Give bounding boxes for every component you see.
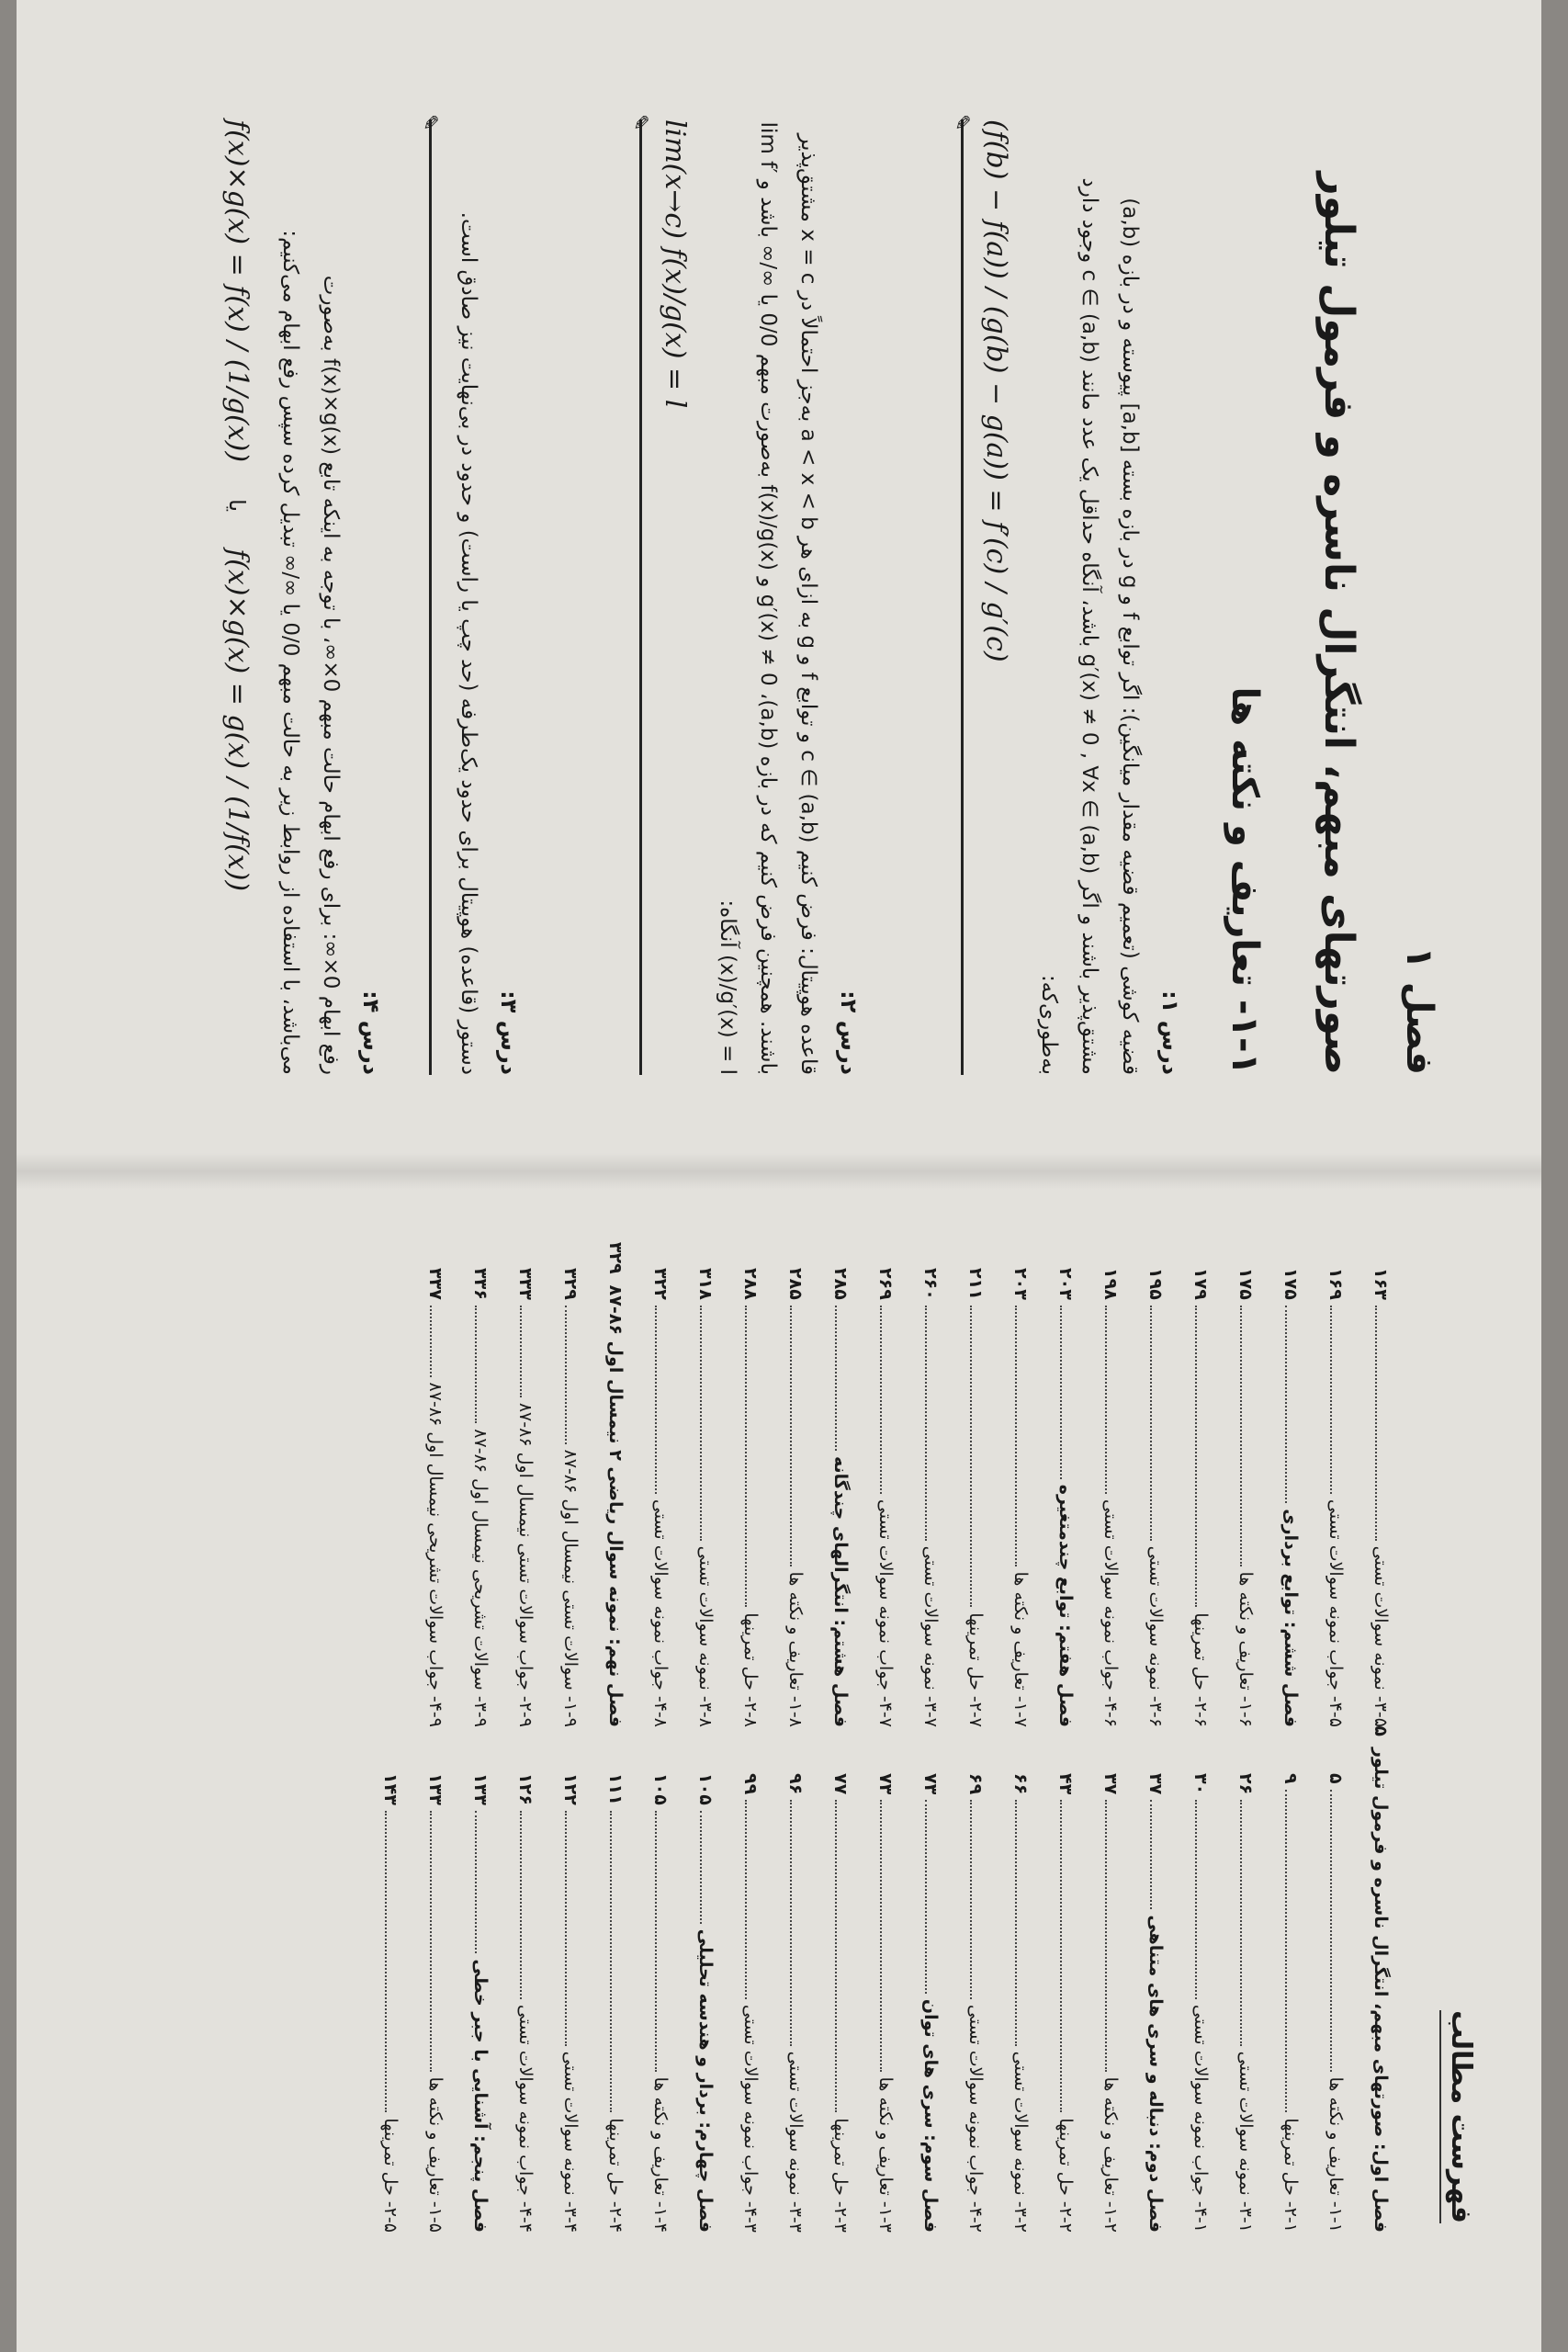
toc-entry — [863, 1773, 908, 2233]
toc-dot-leader — [1061, 1306, 1072, 1479]
toc-page-number: ۳۳۷ — [425, 1268, 446, 1300]
toc-page-number: ۳۲۹ — [560, 1268, 581, 1300]
toc-column-1 — [368, 1725, 1404, 2233]
toc-page-number: ۳۷ — [1100, 1773, 1122, 1795]
toc-dot-leader — [1376, 1306, 1387, 1541]
toc-chapter-entry — [1043, 1268, 1089, 1727]
toc-entry-title: ۴-۸- جواب نمونه سوالات تستی — [650, 1498, 671, 1727]
toc-dot-leader — [431, 1811, 442, 2072]
toc-dot-leader — [926, 1800, 937, 1994]
divider — [950, 114, 973, 1075]
toc-entry-title: ۲-۹- جواب سوالات تستی نیمسال اول ۸۶-۸۷ — [515, 1402, 536, 1727]
pen-icon: ✎ — [950, 114, 973, 131]
toc-entry — [548, 1268, 593, 1727]
toc-entry-title: ۳-۹- سوالات تشریحی نیمسال اول ۸۶-۸۷ — [470, 1429, 491, 1727]
toc-entry-title: ۳-۲- نمونه سوالات تستی — [1010, 2051, 1032, 2233]
toc-page-number: ۱۹۵ — [1145, 1268, 1167, 1300]
toc-dot-leader — [971, 1800, 982, 1999]
toc-dot-leader — [1196, 1306, 1207, 1608]
toc-entry — [818, 1773, 863, 2233]
toc-entry-title: ۱-۴- تعاریف و نکته ها — [650, 2076, 671, 2233]
toc-entry-title: ۲-۵- حل تمرینها — [380, 2118, 401, 2233]
toc-entry — [953, 1773, 998, 2233]
toc-dot-leader — [791, 1306, 802, 1566]
product-formula-b: f(x)×g(x) = g(x) / (1/f(x)) — [221, 548, 254, 892]
toc-entry — [1134, 1268, 1179, 1727]
lesson-1 — [950, 114, 1183, 1075]
toc-dot-leader — [1331, 1790, 1342, 2072]
toc-entry-title: ۴-۴- جواب نمونه سوالات تستی — [515, 2004, 536, 2233]
toc-entry-title: فصل پنجم: آشنایی با جبر خطی — [470, 1959, 491, 2233]
toc-entry-title: ۴-۵- جواب نمونه سوالات تستی — [1325, 1498, 1347, 1727]
toc-entry-title: ۳-۶- نمونه سوالات تستی — [1145, 1545, 1167, 1727]
toc-entry — [1224, 1268, 1269, 1727]
toc-page-number: ۶۶ — [1010, 1773, 1032, 1795]
toc-entry — [1224, 1773, 1269, 2233]
lesson-4 — [221, 119, 384, 1075]
rotated-content — [17, 0, 1541, 2352]
toc-dot-leader — [1196, 1800, 1207, 1999]
toc-chapter-entry — [593, 1241, 638, 1727]
toc-chapter-entry — [683, 1773, 728, 2233]
toc-dot-leader — [926, 1306, 937, 1541]
toc-entry-title: فصل سوم: سری های توان — [920, 1998, 942, 2233]
toc-dot-leader — [881, 1306, 892, 1494]
or-word: یا — [224, 499, 251, 513]
toc-page — [17, 1222, 1541, 2260]
toc-title: فهرست مطالب — [1439, 2010, 1477, 2223]
toc-entry — [1089, 1773, 1134, 2233]
toc-entry — [1359, 1268, 1404, 1727]
toc-entry-title: فصل نهم: نمونه سوال ریاضی ۲ نیمسال اول ۸۶-۸۷ — [605, 1284, 626, 1727]
toc-page-number: ۱۰۵ — [695, 1773, 716, 1805]
toc-page-number: ۱۹۸ — [1100, 1268, 1122, 1300]
toc-page-number: ۴۳ — [1055, 1773, 1077, 1795]
toc-page-number: ۲۶۹ — [875, 1268, 897, 1300]
toc-entry-title: ۳-۸- نمونه سوالات تستی — [695, 1545, 716, 1727]
toc-chapter-entry — [1269, 1268, 1314, 1727]
toc-entry-title: ۲-۷- حل تمرینها — [965, 1612, 987, 1727]
lesson-2-heading: درس ۲: — [836, 990, 862, 1075]
chapter-page — [17, 74, 1541, 1130]
toc-dot-leader — [656, 1306, 667, 1494]
toc-dot-leader — [1331, 1306, 1342, 1494]
hopital-formula: lim(x→c) f(x)/g(x) = l — [659, 119, 691, 409]
toc-entry — [503, 1268, 548, 1727]
toc-entry-title: ۴-۲- جواب نمونه سوالات تستی — [965, 2004, 987, 2233]
toc-entry-title: ۲-۱- حل تمرینها — [1280, 2118, 1302, 2233]
toc-page-number: ۱۱۱ — [605, 1773, 626, 1805]
toc-dot-leader — [881, 1800, 892, 2071]
book-spread — [17, 0, 1541, 2352]
toc-entry-title: ۱-۸- تعاریف و نکته ها — [785, 1571, 807, 1727]
lesson-1-text: قضیه کوشی (تعمیم قضیه مقدار میانگین): اگر توابع f و g در بازه بسته [a,b] پیوسته و در بازه (a,b) مشتق‌پذیر باشند و اگر g′(x) ≠ 0 , ∀x ∈ (a,b) باشد، آنگاه حداقل یک عدد مانند c ∈ (a,b) وجود دارد به‌طوری‌که: — [1037, 177, 1142, 1075]
toc-entry — [1314, 1268, 1359, 1727]
toc-page-number: ۳۳۶ — [470, 1268, 491, 1300]
toc-page-number: ۱۲۶ — [515, 1773, 536, 1805]
toc-page-number: ۷۳ — [875, 1773, 897, 1795]
toc-entry — [458, 1268, 503, 1727]
toc-dot-leader — [476, 1306, 487, 1424]
toc-entry-title: ۴-۳- جواب نمونه سوالات تستی — [740, 2004, 761, 2233]
toc-dot-leader — [701, 1306, 712, 1541]
toc-dot-leader — [971, 1306, 982, 1608]
toc-page-number: ۳۱۸ — [695, 1268, 716, 1300]
toc-entry — [413, 1268, 458, 1727]
lesson-4-text: رفع ابهام 0×∞: برای رفع ابهام حالت مبهم 0×∞، با توجه به اینکه تابع f(x)×g(x) به‌صورت — [319, 275, 343, 1075]
toc-dot-leader — [1106, 1800, 1117, 2071]
lesson-2-text: قاعده هوپیتال: فرض کنیم c ∈ (a,b) و توابع f و g به ازای هر a < x < b به‌جز احتمالاً در x = c مشتق‌پذیر باشند. همچنین فرض کنیم که در بازه (a,b)، g′(x) ≠ 0 و f(x)/g(x) به‌صورت مبهم 0/0 یا ∞/∞ باشد و lim f′(x)/g′(x) = l آنگاه: — [716, 121, 820, 1075]
toc-entry-title: ۴-۷- جواب نمونه سوالات تستی — [875, 1498, 897, 1727]
toc-entry-title: ۱-۹- سوالات تستی نیمسال اول ۸۶-۸۷ — [560, 1449, 581, 1727]
toc-entry — [548, 1773, 593, 2233]
divider — [418, 114, 441, 1075]
toc-entry-title: فصل ششم: توابع برداری — [1280, 1509, 1302, 1727]
toc-chapter-entry — [1134, 1773, 1179, 2233]
toc-dot-leader — [566, 1811, 577, 2046]
cauchy-formula: (f(b) − f(a)) / (g(b) − g(a)) = f′(c) / g′(c) — [980, 119, 1012, 662]
toc-dot-leader — [836, 1306, 847, 1451]
toc-entry — [728, 1773, 773, 2233]
toc-page-number: ۲۱۱ — [965, 1268, 987, 1300]
toc-entry-title: فصل چهارم: بردار و هندسه تحلیلی — [695, 1928, 716, 2233]
toc-entry-title: ۴-۶- جواب نمونه سوالات تستی — [1100, 1498, 1122, 1727]
toc-entry-title: فصل اول: صورتهای مبهم، انتگرال ناسره و فرمول تیلور — [1371, 1747, 1392, 2233]
toc-page-number: ۲۸۵ — [785, 1268, 807, 1300]
toc-entry-title: ۳-۷- نمونه سوالات تستی — [920, 1545, 942, 1727]
toc-dot-leader — [1286, 1306, 1297, 1503]
toc-page-number: ۱۴۳ — [380, 1773, 401, 1805]
toc-chapter-entry — [1359, 1725, 1404, 2233]
toc-entry — [1089, 1268, 1134, 1727]
toc-dot-leader — [611, 1811, 622, 2113]
toc-page-number: ۳۳۳ — [515, 1268, 536, 1300]
toc-entry-title: ۳-۵- نمونه سوالات تستی — [1371, 1545, 1392, 1727]
toc-entry — [638, 1773, 683, 2233]
toc-column-2 — [413, 1241, 1404, 1727]
toc-chapter-entry — [908, 1773, 953, 2233]
toc-entry-title: ۳-۴- نمونه سوالات تستی — [560, 2051, 581, 2233]
toc-entry — [1269, 1773, 1314, 2233]
toc-entry — [1043, 1773, 1089, 2233]
toc-entry-title: ۲-۲- حل تمرینها — [1055, 2118, 1077, 2233]
toc-page-number: ۱۶۳ — [1371, 1268, 1392, 1300]
toc-entry — [593, 1773, 638, 2233]
toc-dot-leader — [656, 1811, 667, 2072]
lesson-4-heading: درس ۴: — [358, 990, 384, 1075]
toc-entry — [953, 1268, 998, 1727]
toc-dot-leader — [521, 1811, 532, 1999]
toc-entry-title: ۱-۱- تعاریف و نکته ها — [1325, 2076, 1347, 2233]
toc-page-number: ۹۶ — [785, 1773, 807, 1795]
toc-entry-title: فصل دوم: دنباله و سری های متناهی — [1145, 1915, 1167, 2233]
toc-dot-leader — [701, 1811, 712, 1924]
toc-dot-leader — [746, 1306, 757, 1608]
toc-dot-leader — [1241, 1800, 1252, 2045]
toc-page-number: ۲۰۳ — [1055, 1268, 1077, 1300]
toc-entry — [413, 1773, 458, 2233]
lesson-4-formulas — [221, 119, 254, 1075]
toc-page-number: ۹ — [1280, 1773, 1302, 1784]
toc-page-number: ۲۸۵ — [830, 1268, 852, 1300]
chapter-title: صورتهای مبهم، انتگرال ناسره و فرمول تیلور — [1315, 172, 1362, 1075]
toc-entry-title: ۴-۹- جواب سوالات تشریحی نیمسال اول ۸۶-۸۷ — [425, 1382, 446, 1727]
toc-entry-title: ۲-۸- حل تمرینها — [740, 1612, 761, 1727]
toc-entry-title: ۲-۶- حل تمرینها — [1190, 1612, 1212, 1727]
toc-entry — [908, 1268, 953, 1727]
toc-chapter-entry — [458, 1773, 503, 2233]
toc-dot-leader — [1016, 1800, 1027, 2045]
toc-dot-leader — [1106, 1306, 1117, 1494]
pen-icon: ✎ — [628, 114, 651, 131]
lesson-1-heading: درس ۱: — [1157, 990, 1183, 1075]
toc-entry — [1314, 1773, 1359, 2233]
toc-entry-title: فصل هشتم: انتگرالهای چندگانه — [830, 1455, 852, 1727]
lesson-3 — [418, 114, 522, 1075]
toc-dot-leader — [386, 1811, 397, 2113]
toc-dot-leader — [1151, 1800, 1162, 1909]
toc-page-number: ۱۷۹ — [1190, 1268, 1212, 1300]
lesson-3-text: دستور (قاعده) هوپیتال برای حدود یک‌طرفه (حد چپ یا راست) و حدود در بی‌نهایت نیز صادق است. — [457, 211, 480, 1075]
toc-entry — [773, 1773, 818, 2233]
toc-dot-leader — [791, 1800, 802, 2045]
toc-entry-title: ۱-۲- تعاریف و نکته ها — [1100, 2076, 1122, 2233]
toc-page-number: ۱۷۵ — [1280, 1268, 1302, 1300]
toc-dot-leader — [476, 1811, 487, 1954]
lesson-2 — [628, 114, 862, 1075]
toc-dot-leader — [521, 1306, 532, 1397]
toc-dot-leader — [431, 1306, 442, 1377]
toc-entry-title: ۳-۱- نمونه سوالات تستی — [1235, 2051, 1257, 2233]
toc-entry — [1179, 1773, 1224, 2233]
toc-page-number: ۱۳۳ — [470, 1773, 491, 1805]
toc-dot-leader — [1151, 1306, 1162, 1541]
toc-page-number: ۳۲۲ — [650, 1268, 671, 1300]
toc-entry — [638, 1268, 683, 1727]
section-title: ۱-۱- تعاریف و نکته ها — [1224, 686, 1266, 1075]
toc-entry-title: ۱-۳- تعاریف و نکته ها — [875, 2076, 897, 2233]
toc-page-number: ۱۷۵ — [1235, 1268, 1257, 1300]
toc-entry — [728, 1268, 773, 1727]
toc-entry — [368, 1773, 413, 2233]
toc-page-number: ۲۰۳ — [1010, 1268, 1032, 1300]
product-formula-a: f(x)×g(x) = f(x) / (1/g(x)) — [221, 119, 254, 463]
toc-entry — [683, 1268, 728, 1727]
toc-entry-title: ۱-۵- تعاریف و نکته ها — [425, 2076, 446, 2233]
toc-entry — [1179, 1268, 1224, 1727]
toc-page-number: ۳۲۹ — [605, 1241, 626, 1274]
toc-page-number: ۳۰ — [1190, 1773, 1212, 1795]
toc-entry — [503, 1773, 548, 2233]
divider — [628, 114, 651, 1075]
toc-dot-leader — [1016, 1306, 1027, 1566]
toc-page-number: ۱۶۹ — [1325, 1268, 1347, 1300]
toc-dot-leader — [746, 1800, 757, 1999]
toc-entry — [863, 1268, 908, 1727]
toc-chapter-entry — [818, 1268, 863, 1727]
toc-page-number: ۱۰۵ — [650, 1773, 671, 1805]
toc-entry-title: فصل هفتم: توابع چندمتغیره — [1055, 1484, 1077, 1727]
toc-entry-title: ۳-۳- نمونه سوالات تستی — [785, 2051, 807, 2233]
toc-page-number: ۶۹ — [965, 1773, 987, 1795]
toc-page-number: ۵ — [1325, 1773, 1347, 1784]
toc-dot-leader — [566, 1306, 577, 1444]
toc-page-number: ۲۸۸ — [740, 1268, 761, 1300]
toc-entry — [773, 1268, 818, 1727]
toc-dot-leader — [1241, 1306, 1252, 1566]
toc-page-number: ۱۲۲ — [560, 1773, 581, 1805]
toc-entry-title: ۲-۴- حل تمرینها — [605, 2118, 626, 2233]
toc-page-number: ۲۶۰ — [920, 1268, 942, 1300]
pen-icon: ✎ — [418, 114, 441, 131]
toc-page-number: ۷۷ — [830, 1773, 852, 1795]
toc-entry — [998, 1773, 1043, 2233]
toc-dot-leader — [1286, 1790, 1297, 2113]
toc-entry-title: ۱-۶- تعاریف و نکته ها — [1235, 1571, 1257, 1727]
toc-page-number: ۷۳ — [920, 1773, 942, 1795]
toc-page-number: ۱۳۳ — [425, 1773, 446, 1805]
chapter-number: فصل ۱ — [1398, 946, 1440, 1075]
toc-page-number: ۲۶ — [1235, 1773, 1257, 1795]
toc-page-number: ۳۷ — [1145, 1773, 1167, 1795]
toc-entry-title: ۲-۳- حل تمرینها — [830, 2118, 852, 2233]
lesson-4-text-2: می‌باشد، با استفاده از روابط زیر به حالت مبهم 0/0 یا ∞/∞ تبدیل کرده سپس رفع ابهام می‌کنیم: — [278, 230, 302, 1075]
toc-dot-leader — [836, 1800, 847, 2112]
toc-page-number: ۹۹ — [740, 1773, 761, 1795]
toc-page-number: ۵ — [1371, 1725, 1392, 1736]
toc-entry-title: ۱-۷- تعاریف و نکته ها — [1010, 1571, 1032, 1727]
toc-entry-title: ۴-۱- جواب نمونه سوالات تستی — [1190, 2004, 1212, 2233]
toc-entry — [998, 1268, 1043, 1727]
toc-dot-leader — [1061, 1800, 1072, 2112]
lesson-3-heading: درس ۳: — [496, 990, 522, 1075]
